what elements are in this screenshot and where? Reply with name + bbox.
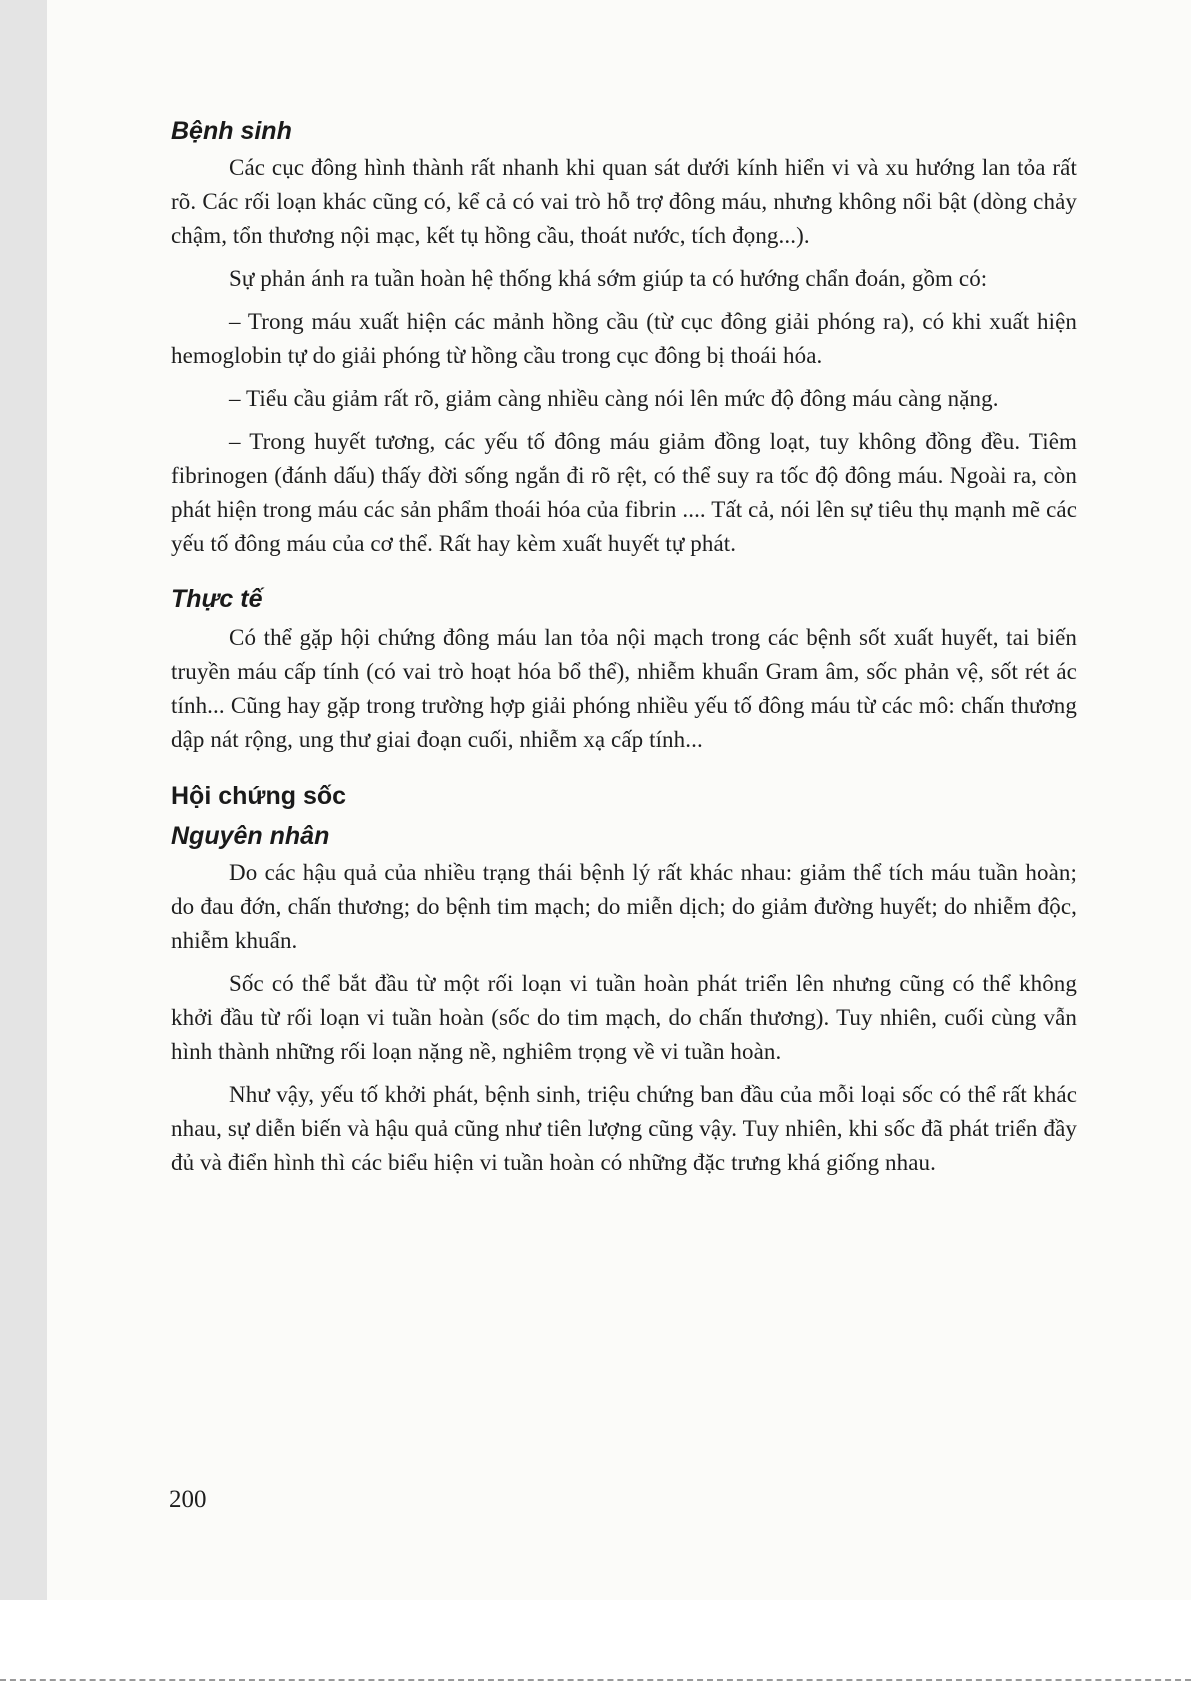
paragraph: Các cục đông hình thành rất nhanh khi quan sát dưới kính hiển vi và xu hướng lan tỏa rất rõ. Các rối loạn khác cũng có, kể cả có vai trò hỗ trợ đông máu, nhưng không nổi bật (dòng chảy chậm, tổn thương nội mạc, kết tụ hồng cầu, thoát nước, tích đọng...).: [171, 155, 1077, 248]
paragraph: Như vậy, yếu tố khởi phát, bệnh sinh, triệu chứng ban đầu của mỗi loại sốc có thể rất khác nhau, sự diễn biến và hậu quả cũng như tiên lượng cũng vậy. Tuy nhiên, khi sốc đã phát triển đầy đủ và điển hình thì các biểu hiện vi tuần hoàn có những đặc trưng khá giống nhau.: [171, 1082, 1077, 1175]
list-item: – Trong máu xuất hiện các mảnh hồng cầu (từ cục đông giải phóng ra), có khi xuất hiện hemoglobin tự do giải phóng từ hồng cầu trong cục đông bị thoái hóa.: [171, 309, 1077, 368]
paragraph: Sốc có thể bắt đầu từ một rối loạn vi tuần hoàn phát triển lên nhưng cũng có thể không khởi đầu từ rối loạn vi tuần hoàn (sốc do tim mạch, do chấn thương). Tuy nhiên, cuối cùng vẫn hình thành những rối loạn nặng nề, nghiêm trọng về vi tuần hoàn.: [171, 971, 1077, 1064]
paragraph: Do các hậu quả của nhiều trạng thái bệnh lý rất khác nhau: giảm thể tích máu tuần hoàn; do đau đớn, chấn thương; do bệnh tim mạch; do miễn dịch; do giảm đường huyết; do nhiễm độc, nhiễm khuẩn.: [171, 860, 1077, 953]
list-item: – Tiểu cầu giảm rất rõ, giảm càng nhiều càng nói lên mức độ đông máu càng nặng.: [229, 386, 999, 411]
heading-nguyen-nhan: Nguyên nhân: [171, 822, 330, 850]
heading-hoi-chung-soc: Hội chứng sốc: [171, 782, 347, 810]
paragraph: Có thể gặp hội chứng đông máu lan tỏa nội mạch trong các bệnh sốt xuất huyết, tai biến truyền máu cấp tính (có vai trò hoạt hóa bổ thể), nhiễm khuẩn Gram âm, sốc phản vệ, sốt rét ác tính... Cũng hay gặp trong trường hợp giải phóng nhiều yếu tố đông máu từ các mô: chấn thương dập nát rộng, ung thư giai đoạn cuối, nhiễm xạ cấp tính...: [171, 625, 1077, 752]
bottom-band: [0, 1600, 1191, 1685]
page-number: 200: [169, 1486, 207, 1513]
left-margin-strip: [0, 0, 47, 1600]
page-content: [171, 112, 1077, 1180]
list-item: – Trong huyết tương, các yếu tố đông máu giảm đồng loạt, tuy không đồng đều. Tiêm fibrinogen (đánh dấu) thấy đời sống ngắn đi rõ rệt, có thể suy ra tốc độ đông máu. Ngoài ra, còn phát hiện trong máu các sản phẩm thoái hóa của fibrin .... Tất cả, nói lên sự tiêu thụ mạnh mẽ các yếu tố đông máu của cơ thể. Rất hay kèm xuất huyết tự phát.: [171, 429, 1077, 556]
bottom-divider: [0, 1679, 1191, 1681]
heading-thuc-te: Thực tế: [171, 585, 263, 613]
heading-benh-sinh: Bệnh sinh: [171, 117, 292, 145]
paragraph: Sự phản ánh ra tuần hoàn hệ thống khá sớm giúp ta có hướng chẩn đoán, gồm có:: [229, 266, 988, 291]
